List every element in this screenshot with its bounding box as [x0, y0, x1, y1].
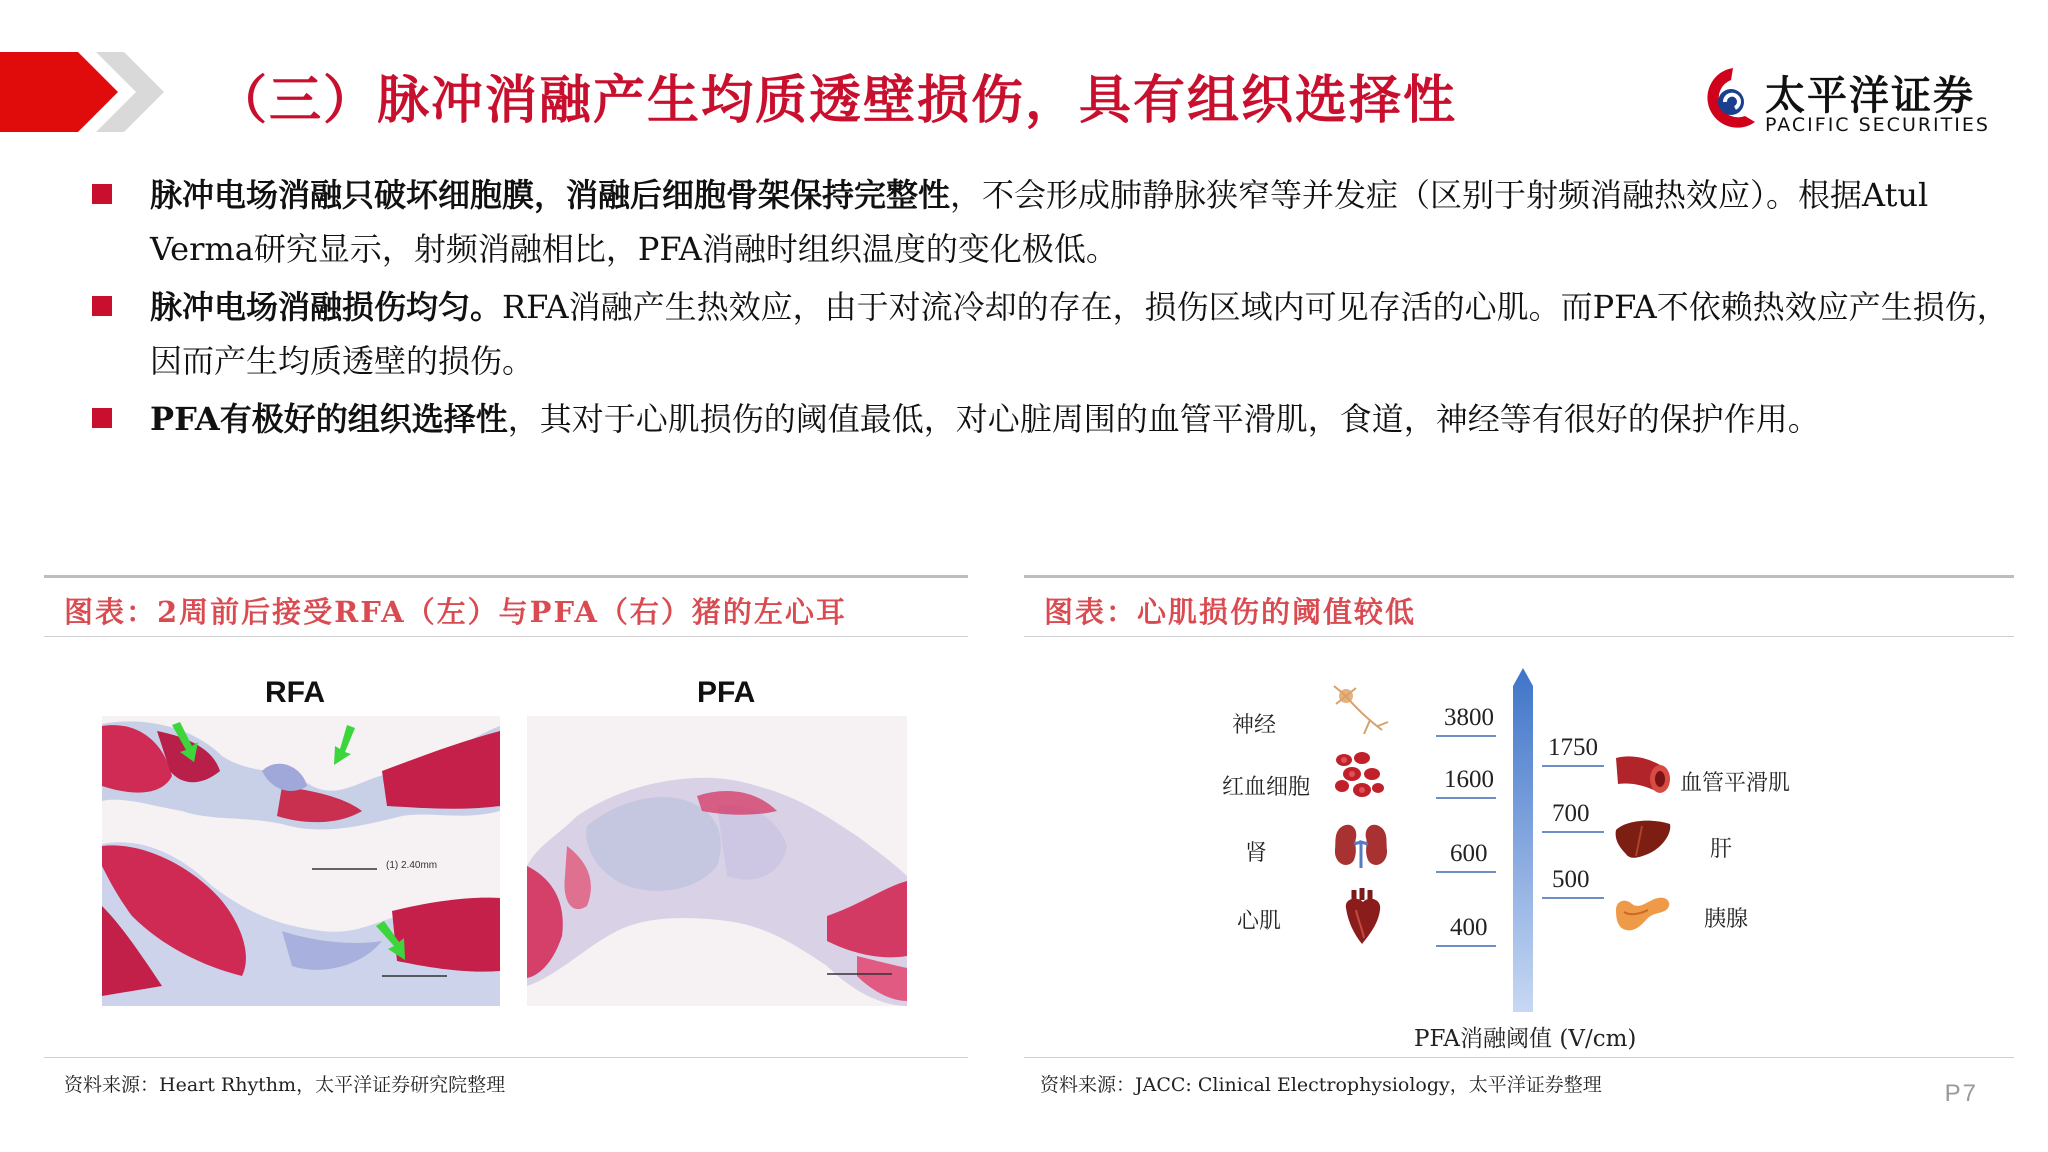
left-panel-bottom-rule	[44, 1057, 968, 1058]
value-underline	[1436, 945, 1496, 947]
value-underline	[1542, 765, 1604, 767]
value-underline	[1436, 735, 1496, 737]
kidney-icon	[1332, 820, 1390, 870]
pfa-image-label: PFA	[697, 676, 756, 709]
blood-vessel-icon	[1612, 752, 1674, 796]
logo-emblem-icon	[1695, 62, 1763, 142]
left-panel-title-rule	[44, 636, 968, 637]
bullet-square-icon	[92, 408, 112, 428]
left-item-label: 红血细胞	[1222, 775, 1311, 800]
heart-icon	[1340, 886, 1386, 946]
right-item-value: 500	[1552, 866, 1590, 893]
threshold-axis-label: PFA消融阈值 (V/cm)	[1414, 1026, 1637, 1052]
rfa-image-label: RFA	[265, 676, 325, 709]
header-chevron	[0, 52, 180, 132]
bullet-bold-text: 脉冲电场消融损伤均匀。	[150, 288, 503, 326]
left-item-label: 神经	[1232, 713, 1277, 738]
page-number: P7	[1944, 1080, 1978, 1107]
bullet-bold-text: PFA有极好的组织选择性	[150, 400, 508, 438]
bullet-item	[88, 280, 2028, 388]
left-item-value: 3800	[1444, 704, 1494, 731]
neuron-icon	[1330, 682, 1390, 740]
pfa-histology-image	[527, 716, 907, 1006]
right-item-label: 血管平滑肌	[1680, 771, 1791, 796]
right-panel-top-rule	[1024, 575, 2014, 578]
rfa-histology-image	[102, 716, 500, 1006]
bullet-text: RFA消融产生热效应，由于对流冷却的存在，损伤区域内可见存活的心肌。而PFA不依赖热效应产生损伤，因而产生均质透壁的损伤。	[150, 288, 2009, 380]
right-item-value: 700	[1552, 800, 1590, 827]
right-panel-source: 资料来源：JACC: Clinical Electrophysiology，太平洋证券整理	[1040, 1074, 1602, 1096]
left-item-value: 600	[1450, 840, 1488, 867]
bullet-item	[88, 168, 2028, 276]
page-title: （三）脉冲消融产生均质透壁损伤，具有组织选择性	[215, 70, 1458, 131]
right-panel-bottom-rule	[1024, 1057, 2014, 1058]
logo-english-text: PACIFIC SECURITIES	[1765, 114, 1990, 136]
left-panel-source: 资料来源：Heart Rhythm，太平洋证券研究院整理	[64, 1074, 506, 1096]
left-item-label: 心肌	[1237, 909, 1282, 934]
liver-icon	[1612, 818, 1674, 862]
rfa-scale-label: (1) 2.40mm	[386, 860, 438, 871]
bullet-item	[88, 392, 2028, 446]
bullet-list	[88, 168, 2028, 450]
left-item-label: 肾	[1245, 841, 1268, 866]
value-underline	[1436, 871, 1496, 873]
value-underline	[1542, 831, 1604, 833]
bullet-text: ，不会形成肺静脉狭窄等并发症（区别于射频消融热效应）。根据Atul Verma研究显示，射频消融相比，PFA消融时组织温度的变化极低。	[150, 176, 1929, 268]
bullet-square-icon	[92, 184, 112, 204]
right-panel-title-rule	[1024, 636, 2014, 637]
left-item-value: 400	[1450, 914, 1488, 941]
left-panel-title: 图表：2周前后接受RFA（左）与PFA（右）猪的左心耳	[64, 595, 847, 629]
company-logo	[1695, 58, 2015, 148]
right-item-label: 肝	[1710, 837, 1733, 862]
red-blood-cells-icon	[1330, 748, 1388, 800]
left-panel-top-rule	[44, 575, 968, 578]
left-item-value: 1600	[1444, 766, 1494, 793]
right-item-label: 胰腺	[1704, 907, 1749, 932]
bullet-text: ，其对于心肌损伤的阈值最低，对心脏周围的血管平滑肌，食道，神经等有很好的保护作用。	[507, 400, 1820, 438]
threshold-axis-bar	[1505, 668, 1541, 1012]
bullet-bold-text: 脉冲电场消融只破坏细胞膜，消融后细胞骨架保持完整性	[150, 176, 951, 214]
logo-chinese-text: 太平洋证券	[1765, 73, 1975, 119]
value-underline	[1436, 797, 1496, 799]
bullet-square-icon	[92, 296, 112, 316]
pancreas-icon	[1610, 888, 1674, 936]
right-item-value: 1750	[1548, 734, 1598, 761]
value-underline	[1542, 897, 1604, 899]
right-panel-title: 图表：心肌损伤的阈值较低	[1044, 595, 1417, 629]
